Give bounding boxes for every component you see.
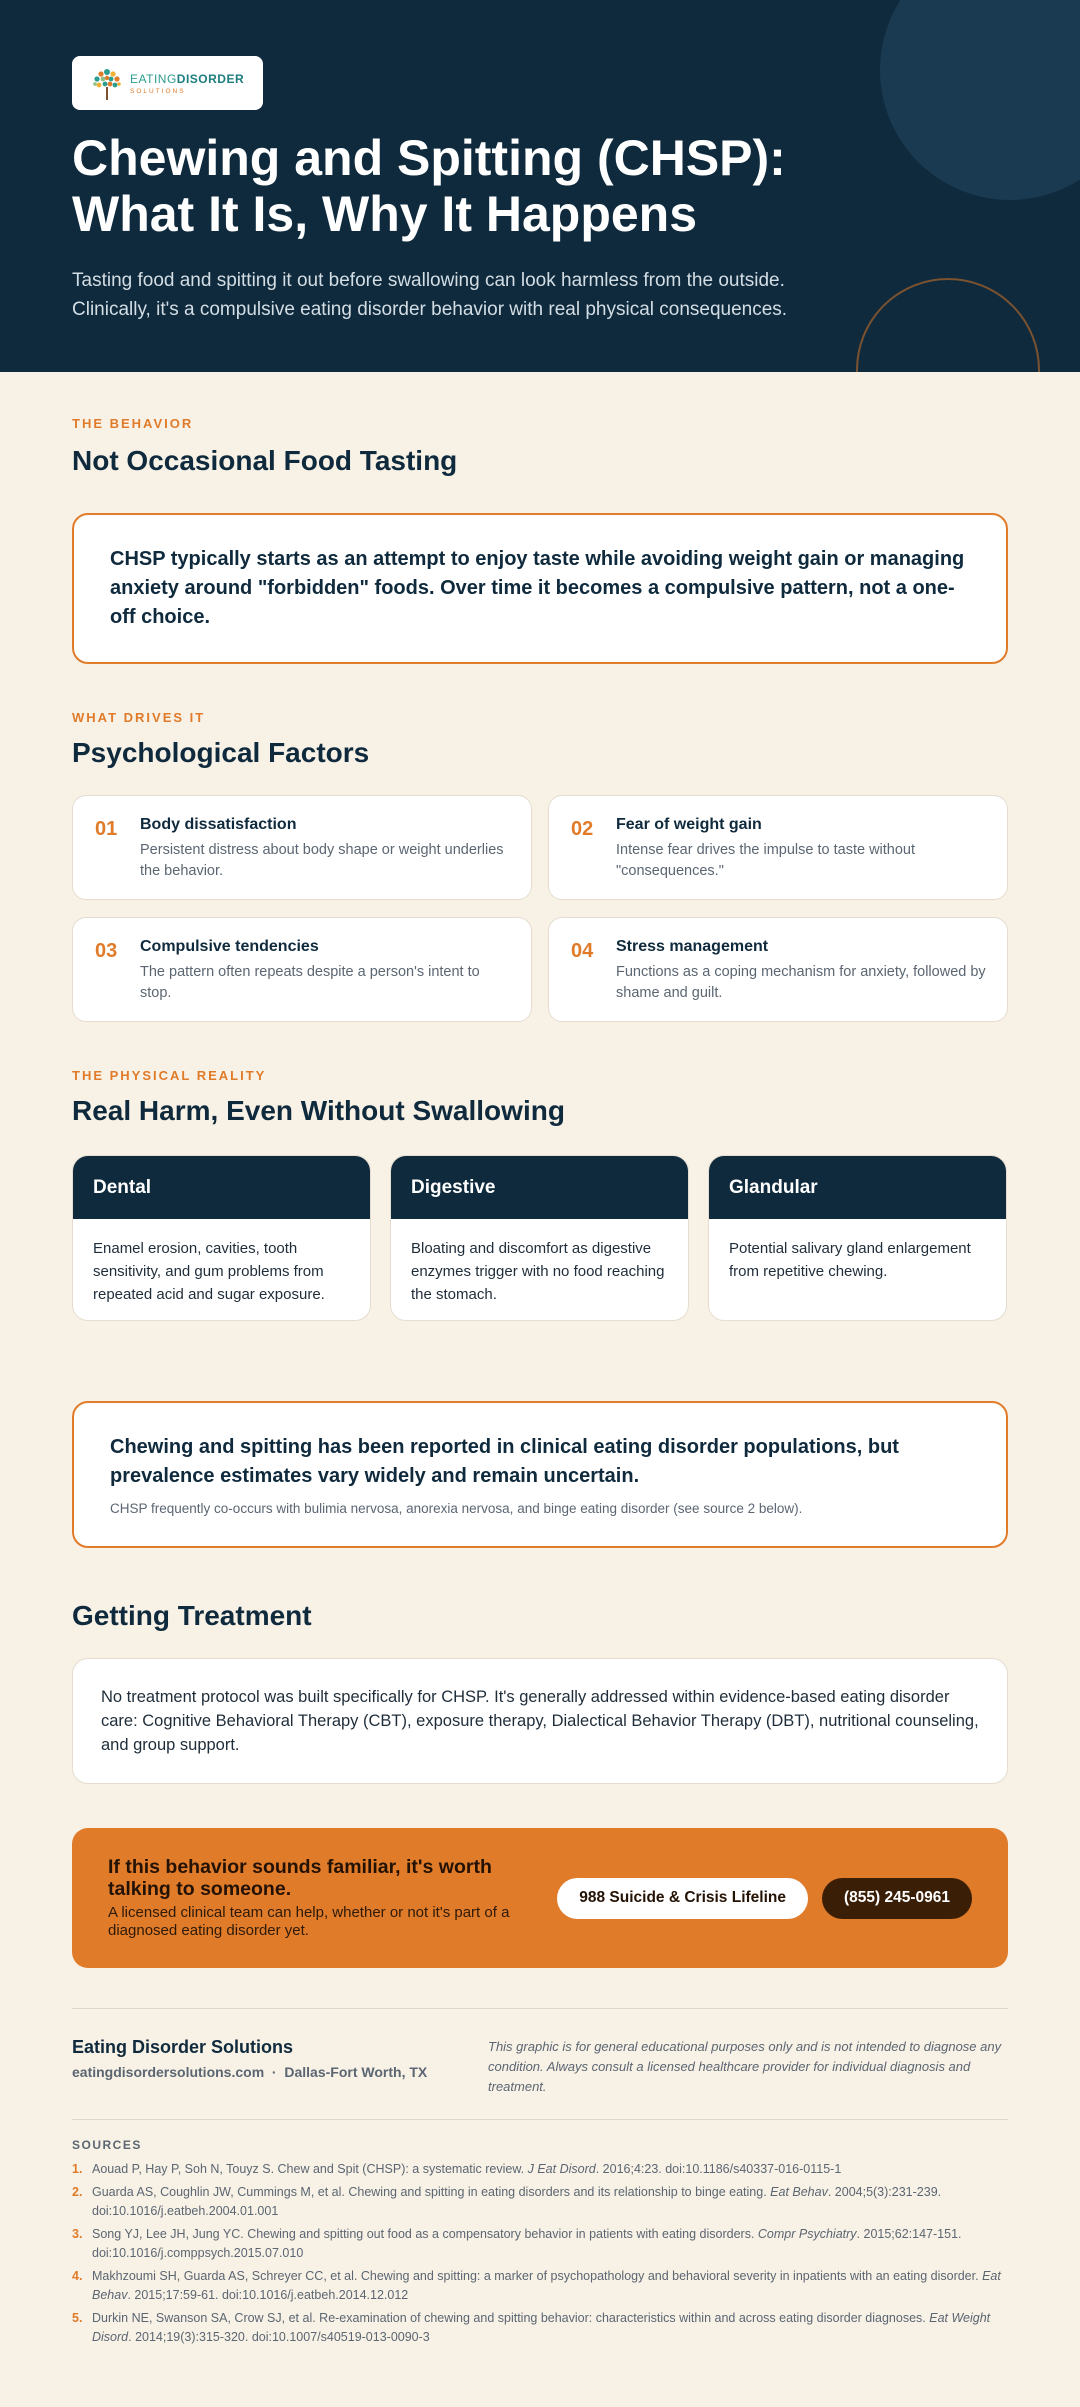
- prevalence-callout: [72, 1401, 1008, 1548]
- source-number: 1.: [72, 2162, 83, 2176]
- behavior-callout-text: CHSP typically starts as an attempt to enjoy taste while avoiding weight gain or managing anxiety around "forbidden" foods. Over time it becomes a compulsive pattern, not a one-off choice.: [110, 548, 965, 628]
- source-item: 3. Song YJ, Lee JH, Jung YC. Chewing and spitting out food as a compensatory behavior in patients with eating disorders. Compr Psychiatry. 2015;62:147-151. doi:10.1016/j.comppsych.2015.07.010: [72, 2225, 1008, 2263]
- factor-title: Compulsive tendencies: [140, 938, 319, 955]
- source-number: 2.: [72, 2185, 83, 2199]
- factor-card-fear-of-weight-gain: [548, 795, 1008, 900]
- location-text: Dallas-Fort Worth, TX: [284, 2064, 428, 2080]
- source-item: 2. Guarda AS, Coughlin JW, Cummings M, et al. Chewing and spitting in eating disorders and its relationship to binge eating. Eat Behav. 2004;5(3):231-239. doi:10.1016/j.eatbeh.2004.01.001: [72, 2183, 1008, 2221]
- organization-name: Eating Disorder Solutions: [72, 2037, 294, 2057]
- factor-description: Intense fear drives the impulse to taste without "consequences.": [616, 842, 916, 879]
- treatment-box: [72, 1658, 1008, 1784]
- factor-description: Persistent distress about body shape or weight underlies the behavior.: [140, 842, 504, 879]
- cta-buttons: [557, 1878, 972, 1919]
- harm-grid: [72, 1155, 1008, 1321]
- crisis-lifeline-button[interactable]: 988 Suicide & Crisis Lifeline: [557, 1878, 808, 1919]
- source-number: 4.: [72, 2269, 83, 2283]
- source-item: 5. Durkin NE, Swanson SA, Crow SJ, et al. Re-examination of chewing and spitting behavior: characteristics within and across eating disorder diagnoses. Eat Weight Disord. 2014;19(3):315-320. doi:10.1007/s40519-013-0090-3: [72, 2309, 1008, 2347]
- main-content: [0, 416, 1080, 2407]
- hero-subtitle: Tasting food and spitting it out before swallowing can look harmless from the outside. Clinically, it's a compulsive eating disorder behavior with real physical consequences.: [72, 270, 788, 320]
- source-number: 5.: [72, 2311, 83, 2325]
- source-number: 3.: [72, 2227, 83, 2241]
- physical-eyebrow: THE PHYSICAL REALITY: [72, 1068, 267, 1083]
- behavior-eyebrow: THE BEHAVIOR: [72, 416, 194, 431]
- cta-subtext: A licensed clinical team can help, whether or not it's part of a diagnosed eating disorder yet.: [108, 1904, 510, 1939]
- treatment-title: Getting Treatment: [72, 1600, 312, 1631]
- factor-description: Functions as a coping mechanism for anxiety, followed by shame and guilt.: [616, 964, 986, 1001]
- prevalence-note: CHSP frequently co-occurs with bulimia nervosa, anorexia nervosa, and binge eating disorder (see source 2 below).: [110, 1501, 803, 1516]
- factors-title: Psychological Factors: [72, 737, 370, 768]
- tree-logo-icon: [90, 64, 124, 102]
- factor-number: 04: [571, 940, 594, 962]
- brand-logo[interactable]: [72, 56, 263, 110]
- logo-wordmark: EATINGDISORDER: [130, 71, 245, 86]
- factor-card-compulsive-tendencies: [72, 917, 532, 1022]
- factors-eyebrow: WHAT DRIVES IT: [72, 710, 206, 725]
- decorative-circle: [880, 0, 1080, 200]
- factor-description: The pattern often repeats despite a person's intent to stop.: [140, 964, 480, 1001]
- factor-title: Stress management: [616, 938, 769, 955]
- logo-tagline: SOLUTIONS: [130, 87, 186, 95]
- footer: [72, 2009, 1008, 2097]
- harm-card-title: Digestive: [391, 1156, 688, 1219]
- website-link[interactable]: eatingdisordersolutions.com: [72, 2064, 265, 2080]
- factor-grid: [72, 795, 1008, 1022]
- behavior-callout: [72, 513, 1008, 664]
- harm-card-description: Bloating and discomfort as digestive enzymes trigger with no food reaching the stomach.: [411, 1240, 665, 1303]
- organization-meta: [72, 2064, 427, 2080]
- decorative-ring: [856, 278, 1040, 372]
- disclaimer-text: This graphic is for general educational purposes only and is not intended to diagnose any condition. Always consult a licensed healthcare provider for individual diagnosis and treatment.: [488, 2039, 1002, 2094]
- harm-card-title: Dental: [73, 1156, 370, 1219]
- source-item: 1. Aouad P, Hay P, Soh N, Touyz S. Chew and Spit (CHSP): a systematic review. J Eat Disord. 2016;4:23. doi:10.1186/s40337-016-0115-1: [72, 2160, 1008, 2179]
- factor-card-body-dissatisfaction: [72, 795, 532, 900]
- harm-card-digestive: [390, 1155, 689, 1321]
- page-title: Chewing and Spitting (CHSP): What It Is, Why It Happens: [72, 130, 786, 242]
- factor-number: 01: [95, 818, 118, 840]
- physical-title: Real Harm, Even Without Swallowing: [72, 1095, 565, 1126]
- call-phone-button[interactable]: (855) 245-0961: [822, 1878, 972, 1919]
- sources-divider: [72, 2119, 1008, 2120]
- harm-card-description: Enamel erosion, cavities, tooth sensitivity, and gum problems from repeated acid and sugar exposure.: [93, 1240, 325, 1303]
- prevalence-statement: Chewing and spitting has been reported in clinical eating disorder populations, but prevalence estimates vary widely and remain uncertain.: [110, 1436, 899, 1487]
- sources-list: [72, 2160, 1008, 2407]
- harm-card-description: Potential salivary gland enlargement from repetitive chewing.: [729, 1240, 971, 1280]
- source-item: 4. Makhzoumi SH, Guarda AS, Schreyer CC, et al. Chewing and spitting: a marker of psychopathology and behavioral severity in inpatients with an eating disorder. Eat Behav. 2015;17:59-61. doi:10.1016/j.eatbeh.2014.12.012: [72, 2267, 1008, 2305]
- meta-separator: ·: [271, 2064, 277, 2080]
- harm-card-title: Glandular: [709, 1156, 1006, 1219]
- factor-number: 02: [571, 818, 594, 840]
- harm-card-glandular: [708, 1155, 1007, 1321]
- cta-heading: If this behavior sounds familiar, it's worth talking to someone.: [108, 1856, 492, 1900]
- treatment-text: No treatment protocol was built specifically for CHSP. It's generally addressed within evidence-based eating disorder care: Cognitive Behavioral Therapy (CBT), exposure therapy, Dialectical Behavior Therapy (DBT), nutritional counseling, and group support.: [101, 1688, 979, 1754]
- hero-banner: [0, 0, 1080, 372]
- factor-title: Fear of weight gain: [616, 816, 762, 833]
- factor-card-stress-management: [548, 917, 1008, 1022]
- factor-number: 03: [95, 940, 118, 962]
- sources-heading: SOURCES: [72, 2138, 142, 2152]
- help-cta-banner: [72, 1828, 1008, 1968]
- factor-title: Body dissatisfaction: [140, 816, 297, 833]
- harm-card-dental: [72, 1155, 371, 1321]
- behavior-title: Not Occasional Food Tasting: [72, 445, 458, 476]
